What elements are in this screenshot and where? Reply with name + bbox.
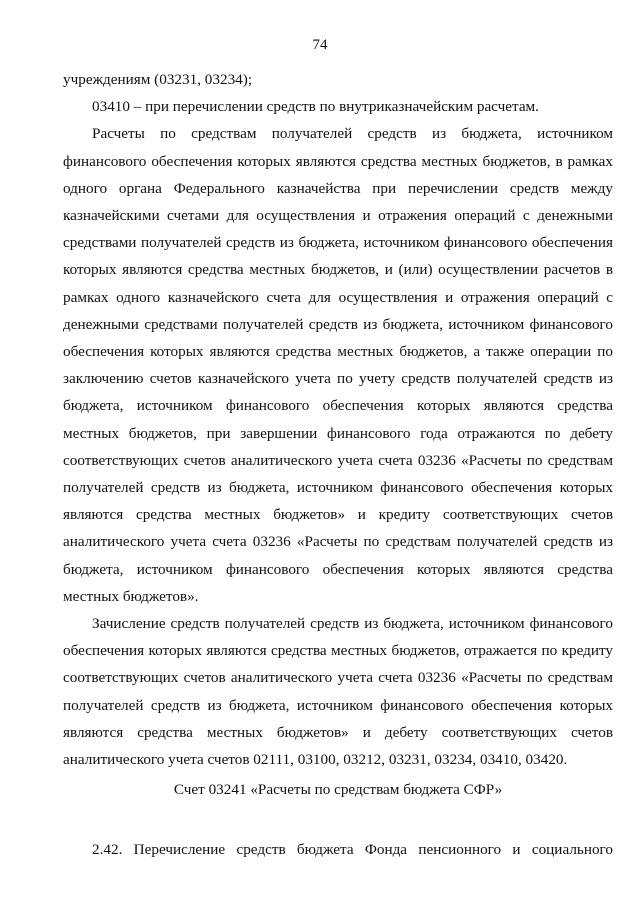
- section-heading: Счет 03241 «Расчеты по средствам бюджета СФР»: [173, 781, 503, 798]
- body-text-continued: [63, 836, 613, 863]
- paragraph-03410: 03410 – при перечислении средств по внутриказначейским расчетам.: [92, 98, 539, 116]
- paragraph-continuation: учреждениям (03231, 03234);: [63, 71, 253, 88]
- paragraph-crediting: Зачисление средств получателей средств из бюджета, источником финансового обеспечения которых являются средства местных бюджетов, отражается по кредиту соответствующих счетов аналитического учета счета 03236 «Расчеты по средствам получателей средств из бюджета, источником финансового обеспечения которых являются средства местных бюджетов» и дебету соответствующих счетов аналитического учета счетов 02111, 03100, 03212, 03231, 03234, 03410, 03420.: [63, 615, 613, 769]
- paragraph-2-42: 2.42. Перечисление средств бюджета Фонда пенсионного и социального: [92, 841, 613, 858]
- paragraph-settlements: Расчеты по средствам получателей средств из бюджета, источником финансового обеспечения которых являются средства местных бюджетов, в рамках одного органа Федерального казначейства при перечислении средств между казначейскими счетами для осуществления и отражения операций с денежными средствами получателей средств из бюджета, источником финансового обеспечения которых являются средства местных бюджетов, и (или) осуществлении расчетов в рамках одного казначейского счета для осуществления и отражения операций с денежными средствами получателей средств из бюджета, источником финансового обеспечения которых являются средства местных бюджетов, а также операции по заключению счетов казначейского учета по учету средств получателей средств из бюджета, источником финансового обеспечения которых являются средства местных бюджетов, при завершении финансового года отражаются по дебету соответствующих счетов аналитического учета счета 03236 «Расчеты по средствам получателей средств из бюджета, источником финансового обеспечения которых являются средства местных бюджетов» и кредиту соответствующих счетов аналитического учета счета 03236 «Расчеты по средствам получателей средств из бюджета, источником финансового обеспечения которых являются средства местных бюджетов».: [63, 125, 613, 605]
- page-number: 74: [312, 37, 328, 53]
- body-text: [63, 66, 613, 773]
